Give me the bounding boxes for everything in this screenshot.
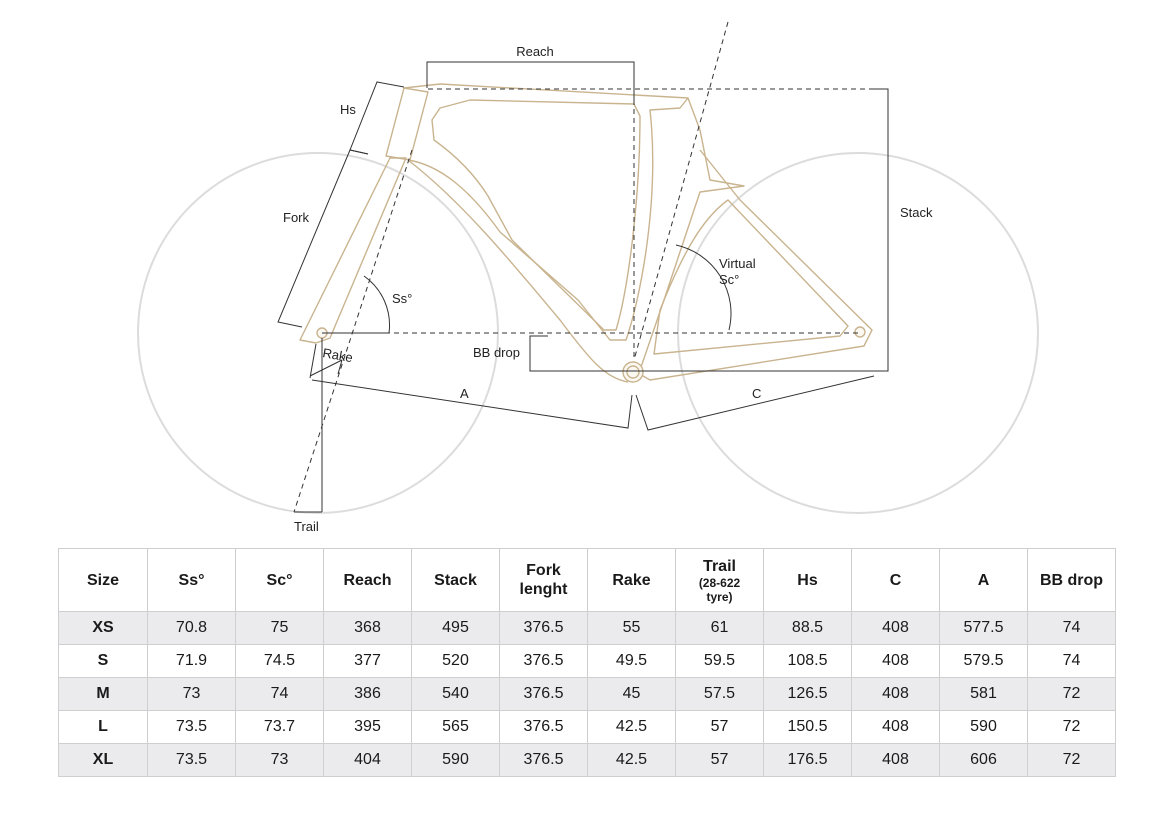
fork-dimension [278, 150, 368, 327]
header-fork-length: Fork lenght [500, 549, 588, 612]
cell-c: 408 [852, 744, 940, 777]
cell-rake: 42.5 [588, 711, 676, 744]
cell-ss: 73.5 [148, 711, 236, 744]
cell-bb-drop: 72 [1028, 711, 1116, 744]
geometry-table [58, 548, 1116, 777]
stack-label: Stack [900, 205, 933, 220]
seat-tube-axis [634, 22, 728, 360]
fork-outline [300, 158, 406, 343]
main-triangle-outline [404, 84, 688, 340]
header-stack: Stack [412, 549, 500, 612]
table-row [59, 612, 1116, 645]
main-triangle-window [432, 100, 640, 330]
cell-fork-length: 376.5 [500, 744, 588, 777]
cell-stack: 565 [412, 711, 500, 744]
cell-hs: 108.5 [764, 645, 852, 678]
cell-ss: 73.5 [148, 744, 236, 777]
cell-bb-drop: 72 [1028, 678, 1116, 711]
cell-stack: 540 [412, 678, 500, 711]
cell-rake: 55 [588, 612, 676, 645]
table-body [59, 612, 1116, 777]
cell-sc: 73 [236, 744, 324, 777]
cell-c: 408 [852, 678, 940, 711]
table-row [59, 744, 1116, 777]
a-dimension [312, 380, 632, 428]
cell-size: S [59, 645, 148, 678]
cell-sc: 74 [236, 678, 324, 711]
a-label: A [460, 386, 469, 401]
table-row [59, 678, 1116, 711]
cell-reach: 386 [324, 678, 412, 711]
header-a: A [940, 549, 1028, 612]
cell-trail: 59.5 [676, 645, 764, 678]
cell-fork-length: 376.5 [500, 678, 588, 711]
cell-rake: 42.5 [588, 744, 676, 777]
bb-drop-dimension [530, 336, 874, 371]
cell-stack: 495 [412, 612, 500, 645]
header-sc: Sc° [236, 549, 324, 612]
ss-label: Ss° [392, 291, 413, 306]
header-trail [676, 549, 764, 612]
sc-label: Sc° [719, 272, 740, 287]
bottom-bracket [623, 362, 643, 382]
cell-trail: 57.5 [676, 678, 764, 711]
header-hs: Hs [764, 549, 852, 612]
rear-axle [855, 327, 865, 337]
header-reach: Reach [324, 549, 412, 612]
trail-dimension [294, 338, 322, 512]
cell-c: 408 [852, 612, 940, 645]
cell-a: 581 [940, 678, 1028, 711]
ss-angle-arc [364, 276, 390, 333]
virtual-label: Virtual [719, 256, 756, 271]
cell-a: 606 [940, 744, 1028, 777]
cell-ss: 71.9 [148, 645, 236, 678]
cell-size: XL [59, 744, 148, 777]
cell-size: L [59, 711, 148, 744]
cell-a: 579.5 [940, 645, 1028, 678]
header-ss: Ss° [148, 549, 236, 612]
cell-c: 408 [852, 711, 940, 744]
cell-bb-drop: 74 [1028, 645, 1116, 678]
cell-trail: 57 [676, 744, 764, 777]
cell-a: 577.5 [940, 612, 1028, 645]
cell-size: M [59, 678, 148, 711]
cell-stack: 520 [412, 645, 500, 678]
cell-size: XS [59, 612, 148, 645]
table-header-row [59, 549, 1116, 612]
cell-a: 590 [940, 711, 1028, 744]
cell-reach: 404 [324, 744, 412, 777]
cell-hs: 126.5 [764, 678, 852, 711]
cell-sc: 73.7 [236, 711, 324, 744]
head-tube-outline [386, 88, 428, 160]
bb-drop-label: BB drop [473, 345, 520, 360]
rake-label: Rake [321, 345, 354, 366]
cell-stack: 590 [412, 744, 500, 777]
cell-hs: 176.5 [764, 744, 852, 777]
cell-reach: 395 [324, 711, 412, 744]
hs-label: Hs [340, 102, 356, 117]
cell-rake: 49.5 [588, 645, 676, 678]
cell-hs: 150.5 [764, 711, 852, 744]
fork-label: Fork [283, 210, 309, 225]
c-label: C [752, 386, 762, 401]
header-size: Size [59, 549, 148, 612]
cell-rake: 45 [588, 678, 676, 711]
cell-fork-length: 376.5 [500, 711, 588, 744]
cell-ss: 70.8 [148, 612, 236, 645]
steering-axis [294, 150, 412, 512]
cell-reach: 377 [324, 645, 412, 678]
reach-label: Reach [516, 44, 554, 59]
c-dimension [636, 376, 874, 430]
reach-dimension [427, 62, 634, 100]
header-c: C [852, 549, 940, 612]
stack-dimension [870, 89, 888, 371]
cell-fork-length: 376.5 [500, 612, 588, 645]
header-trail-label: Trail [703, 557, 736, 575]
header-trail-sub: (28-622 tyre) [698, 575, 741, 604]
table-row [59, 645, 1116, 678]
cell-trail: 61 [676, 612, 764, 645]
cell-sc: 75 [236, 612, 324, 645]
table-row [59, 711, 1116, 744]
seat-stay-outline [640, 98, 744, 370]
cell-sc: 74.5 [236, 645, 324, 678]
cell-hs: 88.5 [764, 612, 852, 645]
cell-ss: 73 [148, 678, 236, 711]
header-rake: Rake [588, 549, 676, 612]
header-bb-drop: BB drop [1028, 549, 1116, 612]
cell-c: 408 [852, 645, 940, 678]
cell-bb-drop: 74 [1028, 612, 1116, 645]
cell-fork-length: 376.5 [500, 645, 588, 678]
cell-trail: 57 [676, 711, 764, 744]
cell-bb-drop: 72 [1028, 744, 1116, 777]
cell-reach: 368 [324, 612, 412, 645]
trail-label: Trail [294, 519, 319, 534]
